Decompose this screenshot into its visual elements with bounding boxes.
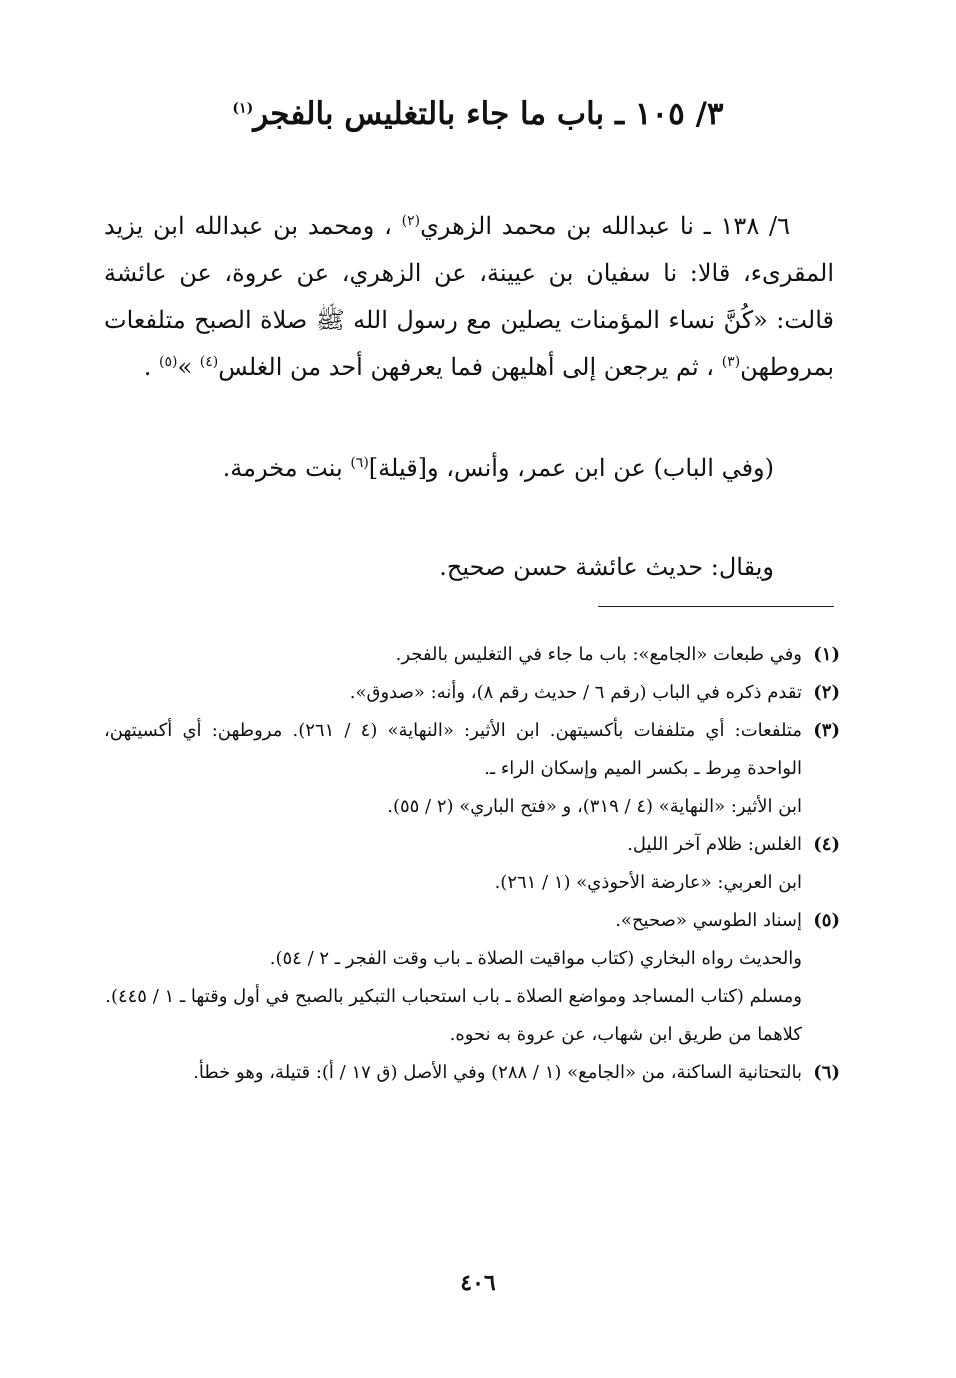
footnote-number: (٤): [813, 834, 840, 855]
footnote-3: [104, 712, 840, 826]
footnote-line: ابن الأثير: «النهاية» (٤ / ٣١٩)، و «فتح الباري» (٢ / ٥٥).: [387, 796, 802, 817]
chapter-title: [0, 92, 956, 136]
hadith-footnote-ref-5: (٥): [159, 354, 178, 370]
footnote-line: متلفعات: أي متلففات بأكسيتهن. ابن الأثير: «النهاية» (٤ / ٢٦١). مروطهن: أي أكسيتهن، الواحدة مِرط ـ بكسر الميم وإسكان الراء ـ.: [104, 720, 802, 779]
footnote-number: (٦): [813, 1062, 840, 1083]
footnote-line: والحديث رواه البخاري (كتاب مواقيت الصلاة ـ باب وقت الفجر ـ ٢ / ٥٤).: [269, 948, 802, 969]
hadith-footnote-ref-3: (٣): [721, 354, 741, 370]
page-number: ٤٠٦: [460, 1270, 496, 1296]
footnote-line: إسناد الطوسي «صحيح».: [615, 910, 802, 931]
footnote-6: [104, 1054, 840, 1092]
footnote-line: ومسلم (كتاب المساجد ومواضع الصلاة ـ باب استحباب التبكير بالصبح في أول وقتها ـ ١ / ٤٤٥).: [105, 986, 802, 1007]
fi-al-bab-line: [104, 448, 774, 488]
footnote-line: بالتحتانية الساكنة، من «الجامع» (١ / ٢٨٨) وفي الأصل (ق ١٧ / أ): قتيلة، وهو خطأ.: [193, 1062, 802, 1083]
chapter-footnote-ref: (١): [232, 100, 254, 117]
footnote-line: كلاهما من طريق ابن شهاب، عن عروة به نحوه.: [449, 1024, 802, 1045]
footnote-2: [104, 674, 840, 712]
footnote-number: (٣): [813, 720, 840, 741]
fi-al-bab-footnote-ref: (٦): [350, 455, 369, 471]
footnote-5: [104, 902, 840, 1054]
footnotes-section: [104, 636, 840, 1092]
footnote-line: ابن العربي: «عارضة الأحوذي» (١ / ٢٦١).: [494, 872, 802, 893]
hadith-footnote-ref-2: (٢): [401, 213, 421, 229]
hadith-text: [104, 203, 834, 391]
footnote-4: [104, 826, 840, 902]
footnote-number: (١): [813, 644, 840, 665]
hadith-part-2: ، ومحمد بن عبدالله ابن يزيد المقرىء، قالا: نا سفيان بن عيينة، عن الزهري، عن عروة، عن عائشة قالت: «كُنَّ نساء المؤمنات يصلين مع رسول الله ﷺ صلاة الصبح متلفعات بمروطهن: [104, 212, 835, 381]
footnote-line: تقدم ذكره في الباب (رقم ٦ / حديث رقم ٨)، وأنه: «صدوق».: [349, 682, 802, 703]
footnote-separator: [598, 606, 834, 607]
footnote-1: [104, 636, 840, 674]
footnote-line: الغلس: ظلام آخر الليل.: [627, 834, 802, 855]
hadith-part-5: .: [143, 353, 152, 381]
hadith-paragraph: [104, 203, 834, 391]
footnote-number: (٢): [813, 682, 840, 703]
fi-al-bab-text-end: بنت مخرمة.: [222, 454, 343, 482]
footnote-number: (٥): [813, 910, 840, 931]
hadith-part-3: ، ثم يرجعن إلى أهليهن فما يعرفهن أحد من الغلس: [218, 353, 715, 381]
footnote-line: وفي طبعات «الجامع»: باب ما جاء في التغليس بالفجر.: [395, 644, 802, 665]
hadith-footnote-ref-4: (٤): [199, 354, 219, 370]
fi-al-bab-text: (وفي الباب) عن ابن عمر، وأنس، و[قيلة]: [368, 454, 774, 482]
chapter-title-text: ٣/ ١٠٥ ـ باب ما جاء بالتغليس بالفجر: [253, 96, 724, 132]
hadith-part-1: ٦/ ١٣٨ ـ نا عبدالله بن محمد الزهري: [420, 212, 790, 240]
hadith-verdict: ويقال: حديث عائشة حسن صحيح.: [439, 553, 774, 581]
hadith-part-4: »: [177, 353, 193, 381]
